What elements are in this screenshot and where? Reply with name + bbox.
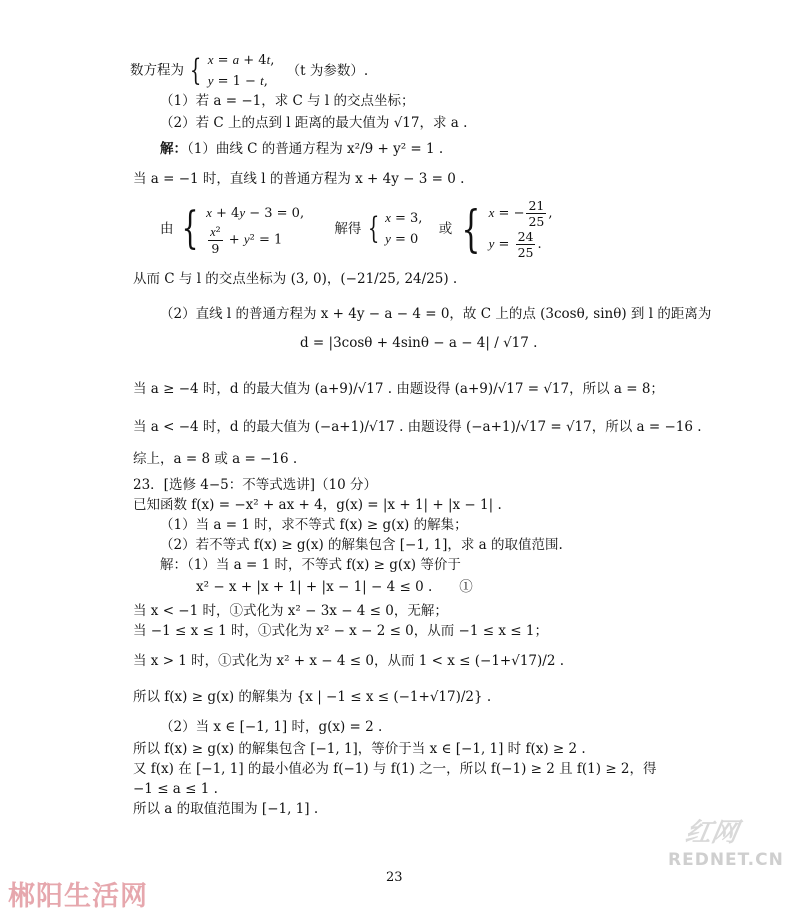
solution-1-result: 从而 C 与 l 的交点坐标为 (3, 0)，(−21/25, 24/25) . [133, 271, 458, 287]
param-equation-line [130, 50, 368, 92]
problem-23-q1: （1）当 a = 1 时，求不等式 f(x) ≥ g(x) 的解集； [160, 517, 468, 533]
case-x-mid: 当 −1 ≤ x ≤ 1 时，①式化为 x² − x − 2 ≤ 0，从而 −1 ≤ x ≤ 1； [133, 623, 548, 639]
system-mid: x = 3, y = 0 [385, 210, 423, 247]
brace-symbol: { [190, 53, 202, 88]
brace-symbol: { [367, 211, 379, 246]
solution-2-line: （2）直线 l 的普通方程为 x + 4y − a − 4 = 0，故 C 上的点 (3cosθ, sinθ) 到 l 的距离为 [160, 306, 712, 322]
solution-1-system [160, 198, 553, 260]
case-x-lt: 当 x < −1 时，①式化为 x² − 3x − 4 ≤ 0，无解； [133, 603, 448, 619]
solution-curve-text: （1）曲线 C 的普通方程为 x²/9 + y² = 1 . [187, 141, 444, 157]
brace-symbol: { [181, 203, 199, 254]
solution-23-1: 解：（1）当 a = 1 时，不等式 f(x) ≥ g(x) 等价于 [160, 557, 461, 573]
solution-set: 所以 f(x) ≥ g(x) 的解集为 {x | −1 ≤ x ≤ (−1+√17)/2} . [133, 689, 492, 705]
question-2: （2）若 C 上的点到 l 距离的最大值为 √17，求 a . [160, 115, 468, 131]
watermark-logo-right-top: 红网 [682, 818, 741, 848]
case-a-ge: 当 a ≥ −4 时，d 的最大值为 (a+9)/√17 . 由题设得 (a+9)/√17 = √17，所以 a = 8； [133, 381, 664, 397]
distance-formula: d = |3cosθ + 4sinθ − a − 4| / √17 . [300, 335, 538, 351]
solution-label: 解： [160, 141, 187, 157]
equivalence-line: 所以 f(x) ≥ g(x) 的解集包含 [−1, 1]，等价于当 x ∈ [−1, 1] 时 f(x) ≥ 2 . [133, 741, 586, 757]
text-you: 由 [160, 221, 174, 237]
param-system: x = a + 4t, y = 1 − t, [207, 52, 275, 89]
system-right: x = − $\frac{21}{25}$ , y = $\frac{24}{25}$ . [488, 198, 553, 260]
case-x-gt: 当 x > 1 时，①式化为 x² + x − 4 ≤ 0，从而 1 < x ≤ (−1+√17)/2 . [133, 653, 564, 669]
conclusion-22: 综上，a = 8 或 a = −16 . [133, 451, 298, 467]
param-note: （t 为参数）. [286, 62, 369, 79]
text-or: 或 [438, 221, 453, 237]
problem-23-q2: （2）若不等式 f(x) ≥ g(x) 的解集包含 [−1, 1]，求 a 的取值范围. [160, 537, 563, 553]
problem-23-header: 23．[选修 4−5：不等式选讲]（10 分） [133, 477, 377, 493]
solution-1-line: 当 a = −1 时，直线 l 的普通方程为 x + 4y − 3 = 0 . [133, 171, 465, 187]
solution-23-2: （2）当 x ∈ [−1, 1] 时，g(x) = 2 . [160, 719, 383, 735]
solution-1-curve [160, 140, 443, 158]
brace-symbol: { [460, 200, 480, 258]
system-left: x + 4y − 3 = 0, $\frac{\text{x²}}{9}$ + y² = 1 [206, 204, 305, 256]
min-value-line: 又 f(x) 在 [−1, 1] 的最小值必为 f(−1) 与 f(1) 之一，所以 f(−1) ≥ 2 且 f(1) ≥ 2，得 [133, 761, 657, 777]
case-a-lt: 当 a < −4 时，d 的最大值为 (−a+1)/√17 . 由题设得 (−a+1)/√17 = √17，所以 a = −16 . [133, 419, 702, 435]
text-intro: 数方程为 [130, 62, 184, 79]
question-1: （1）若 a = −1，求 C 与 l 的交点坐标； [160, 93, 415, 109]
watermark-logo-left: 郴阳生活网 [8, 881, 148, 912]
page-number: 23 [386, 870, 403, 885]
final-answer: 所以 a 的取值范围为 [−1, 1] . [133, 801, 319, 817]
watermark-logo-right: REDNET.CN [668, 850, 784, 870]
text-solve: 解得 [334, 221, 362, 237]
range-result: −1 ≤ a ≤ 1 . [133, 781, 218, 797]
problem-23-given: 已知函数 f(x) = −x² + ax + 4，g(x) = |x + 1| + |x − 1| . [133, 497, 502, 513]
inequality-1: x² − x + |x + 1| + |x − 1| − 4 ≤ 0 . ① [196, 579, 473, 595]
